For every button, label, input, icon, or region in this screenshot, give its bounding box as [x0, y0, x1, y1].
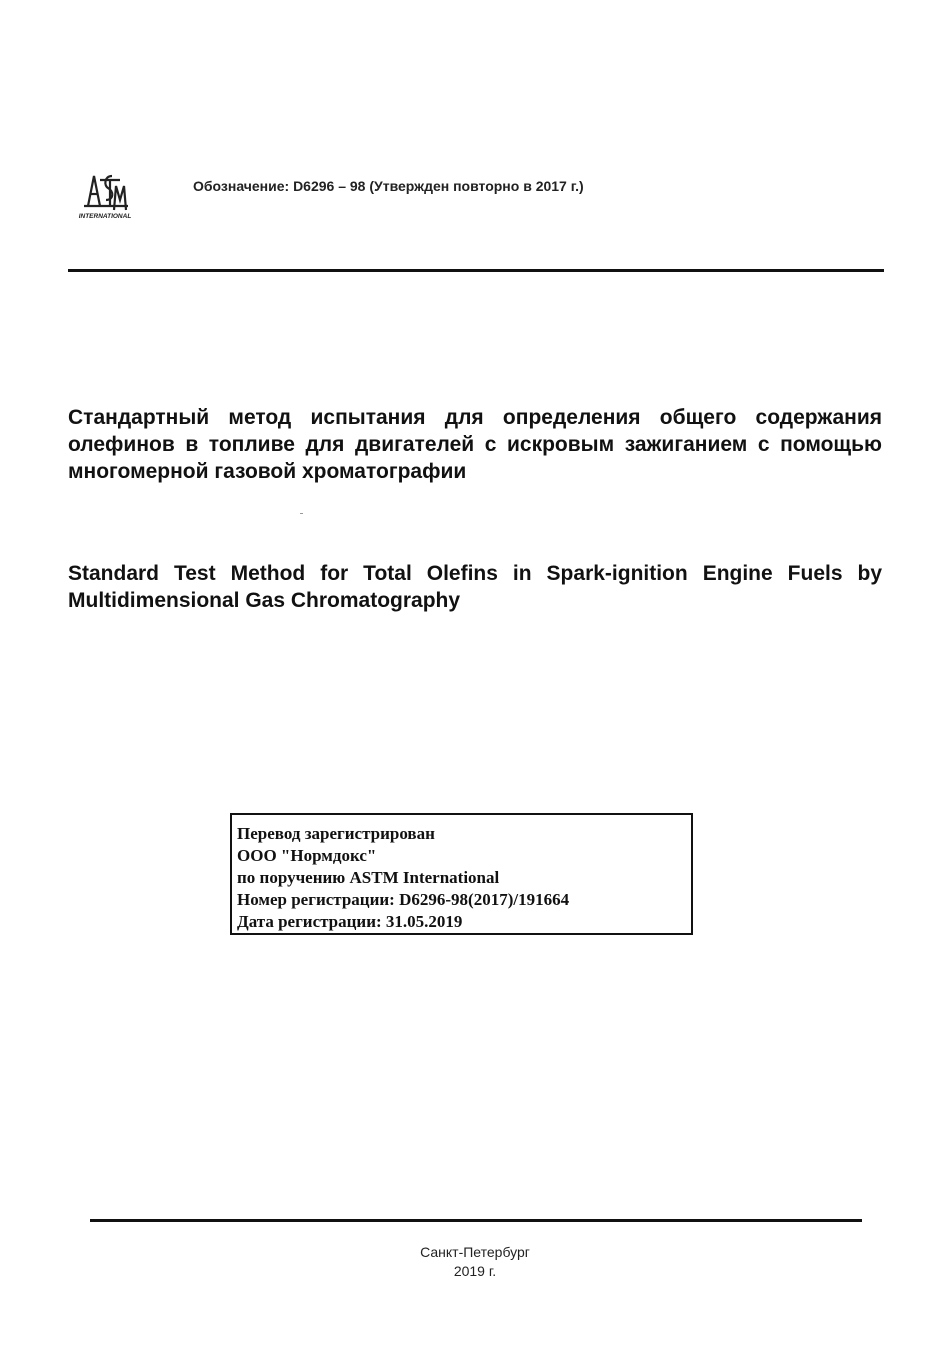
footer-city: Санкт-Петербург — [420, 1244, 530, 1260]
designation-line: Обозначение: D6296 – 98 (Утвержден повторно в 2017 г.) — [193, 178, 584, 194]
registration-date: Дата регистрации: 31.05.2019 — [237, 912, 463, 931]
top-divider — [68, 269, 884, 272]
astm-logo-icon — [78, 166, 132, 222]
registration-line-3: по поручению ASTM International — [237, 868, 500, 887]
registration-box — [230, 813, 693, 935]
registration-line-1: Перевод зарегистрирован — [237, 824, 435, 843]
svg-text:INTERNATIONAL: INTERNATIONAL — [78, 213, 132, 220]
registration-line-2: ООО "Нормдокс" — [237, 846, 377, 865]
footer-year: 2019 г. — [453, 1263, 497, 1279]
decorative-mark — [300, 513, 303, 514]
registration-number: Номер регистрации: D6296-98(2017)/191664 — [237, 890, 570, 909]
title-russian: Стандартный метод испытания для определения общего содержания олефинов в топливе для двигателей с искровым зажиганием с помощью многомерной газовой хроматографии — [68, 406, 882, 483]
bottom-divider — [90, 1219, 862, 1222]
title-english: Standard Test Method for Total Olefins in Spark-ignition Engine Fuels by Multidimensional Gas Chromatography — [68, 562, 882, 612]
footer — [0, 1243, 950, 1281]
